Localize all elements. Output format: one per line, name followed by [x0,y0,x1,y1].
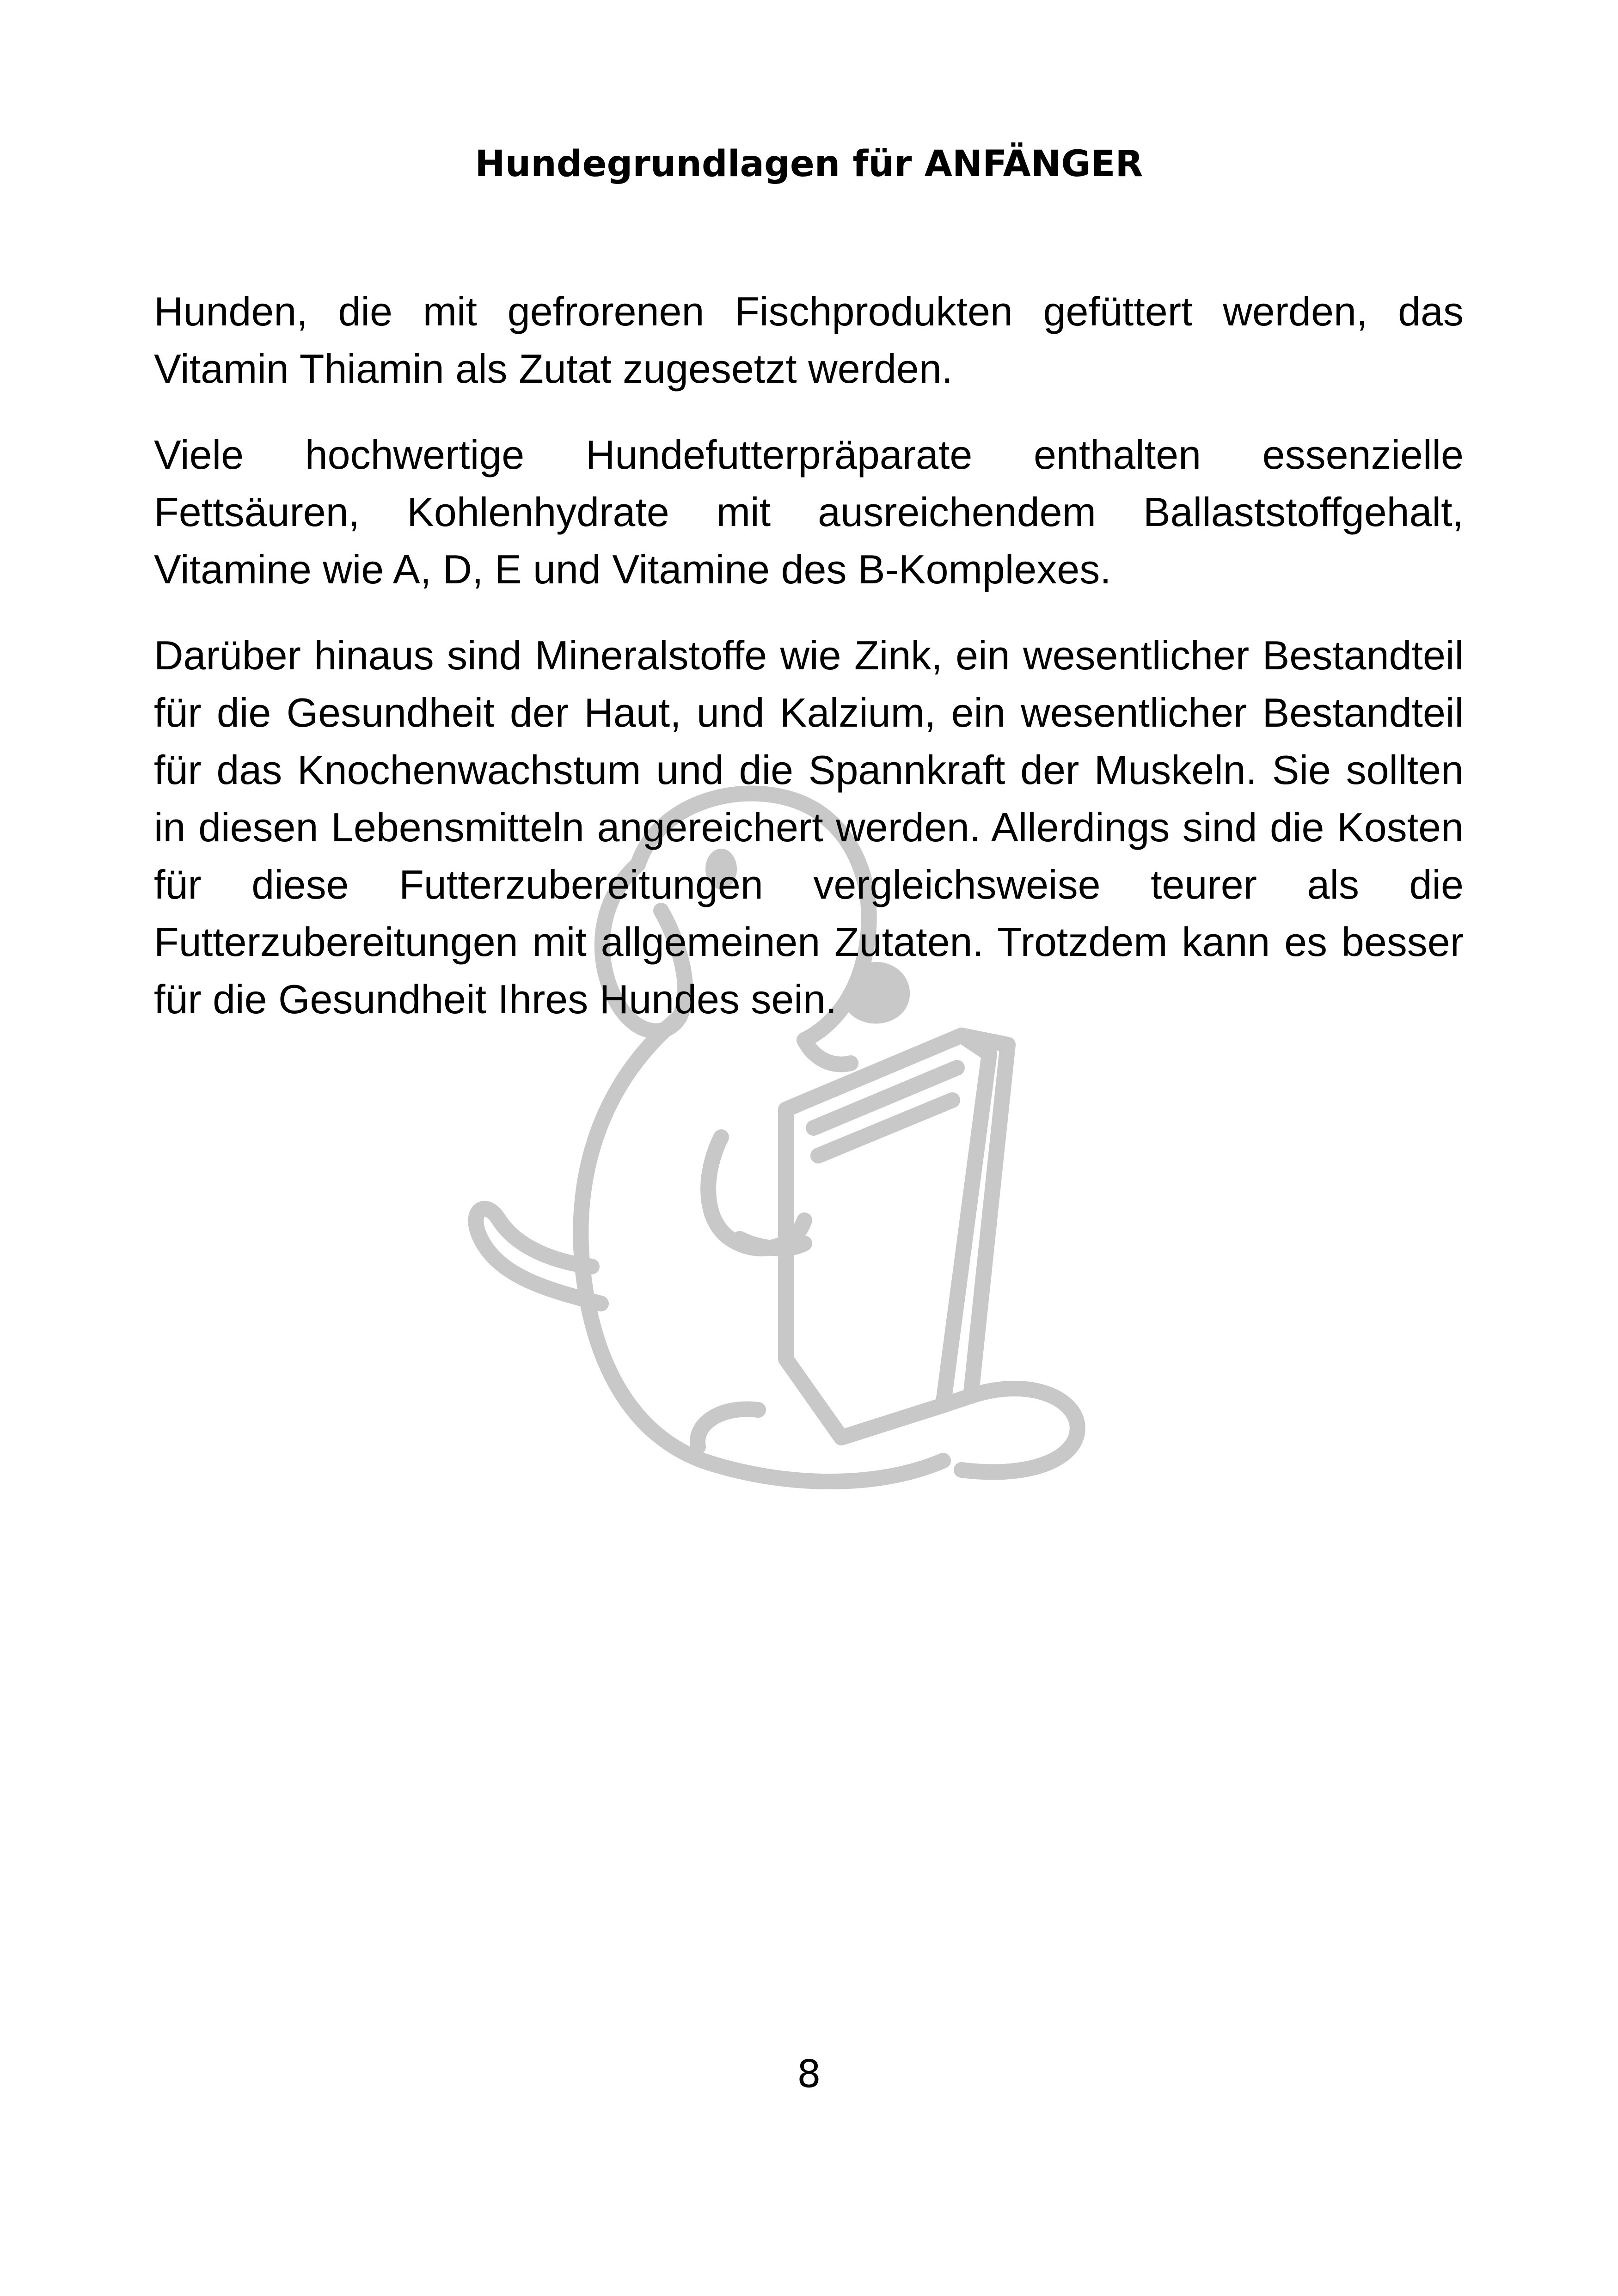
paragraph: Hunden, die mit gefrorenen Fischprodukten gefüttert werden, das Vitamin Thiamin als Zutat zugesetzt werden. [154,288,1464,392]
page-header-title: Hundegrundlagen für ANFÄNGER [475,143,1143,185]
page-number: 8 [797,2052,821,2096]
paragraph: Darüber hinaus sind Mineralstoffe wie Zink, ein wesentlicher Bestandteil für die Gesundheit der Haut, und Kalzium, ein wesentlicher Bestandteil für das Knochenwachstum und die Spannkraft der Muskeln. Sie sollten in diesen Lebensmitteln angereichert werden. Allerdings sind die Kosten für diese Futterzubereitungen vergleichsweise teurer als die Futterzubereitungen mit allgemeinen Zutaten. Trotzdem kann es besser für die Gesundheit Ihres Hundes sein. [154,632,1464,1022]
paragraph: Viele hochwertige Hundefutterpräparate enthalten essenzielle Fettsäuren, Kohlenhydrate mit ausreichendem Ballaststoffgehalt, Vitamine wie A, D, E und Vitamine des B-Komplexes. [154,432,1464,592]
body-text [154,283,1464,1057]
